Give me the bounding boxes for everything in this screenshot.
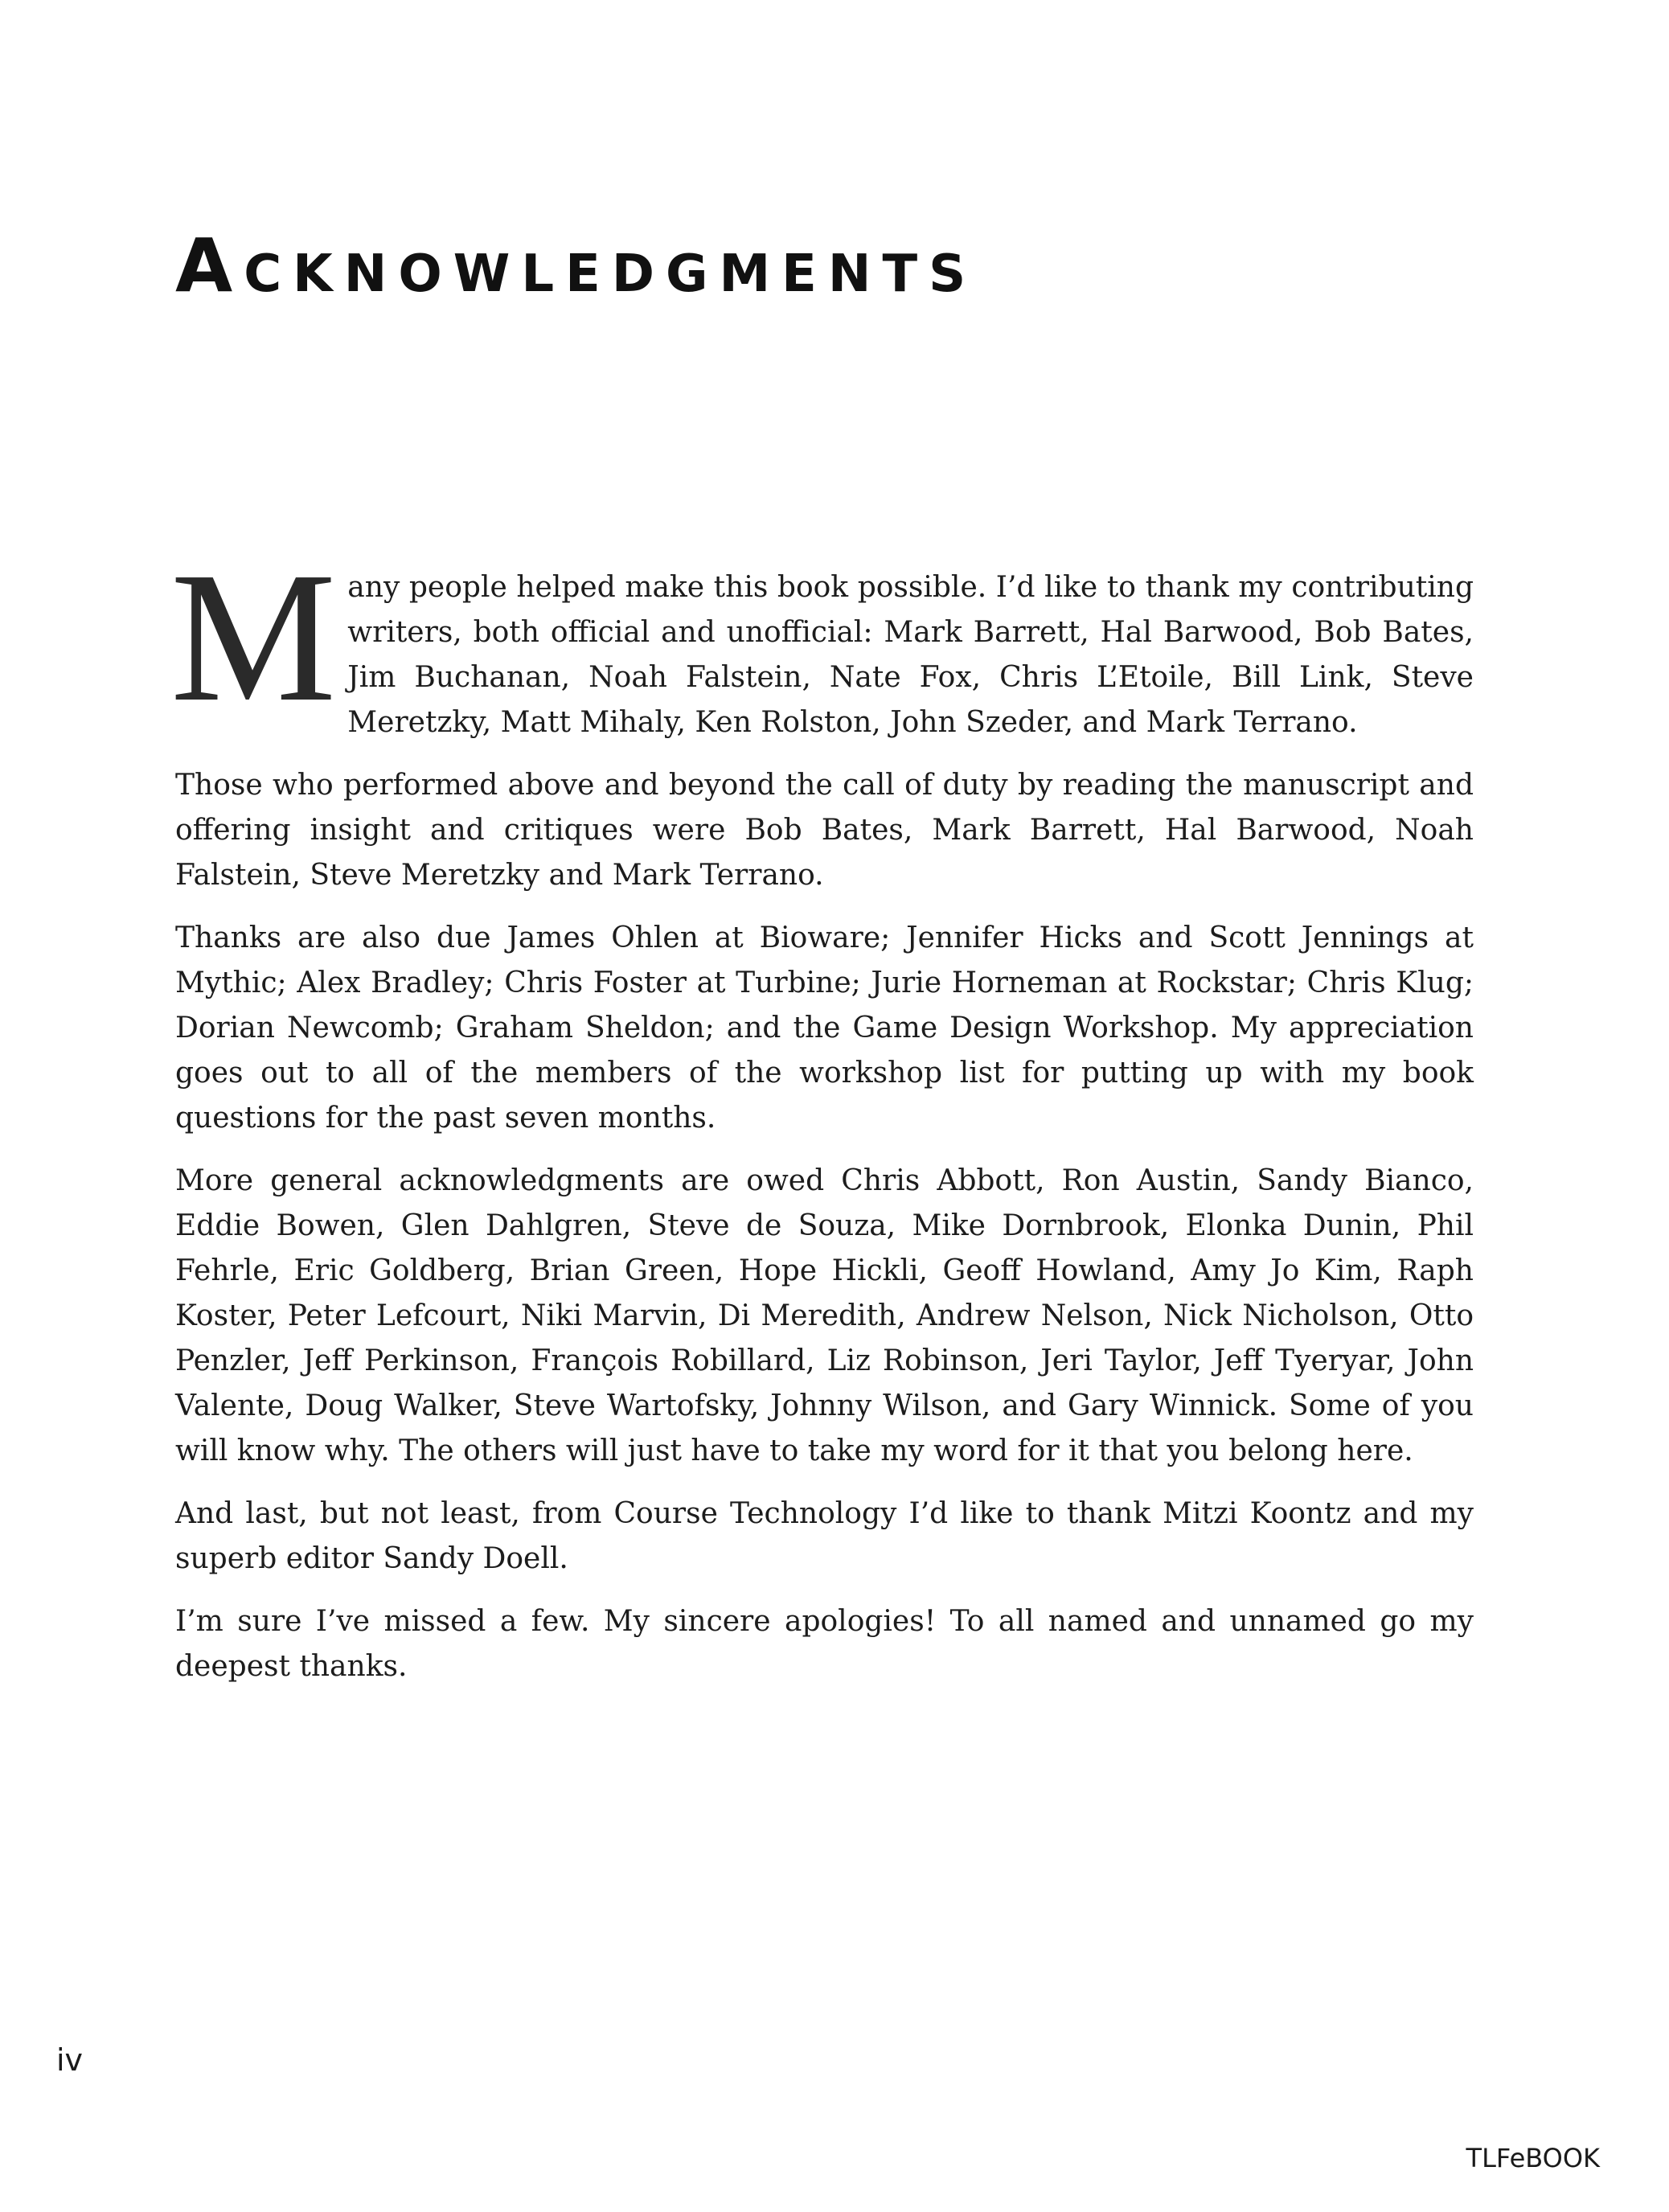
paragraph-5: And last, but not least, from Course Technology I’d like to thank Mitzi Koontz and my superb editor Sandy Doell.	[175, 1497, 1474, 1575]
page-title: Acknowledgments	[175, 223, 978, 309]
paragraph-1	[170, 534, 1474, 745]
page-number: iv	[56, 2042, 84, 2078]
acknowledgments-body	[170, 534, 1474, 1707]
paragraph-6: I’m sure I’ve missed a few. My sincere apologies! To all named and unnamed go my deepest thanks.	[175, 1605, 1474, 1683]
watermark: TLFeBOOK	[1466, 2143, 1600, 2173]
paragraph-2: Those who performed above and beyond the call of duty by reading the manuscript and offering insight and critiques were Bob Bates, Mark Barrett, Hal Barwood, Noah Falstein, Steve Meretzky and Mark Terrano.	[175, 769, 1474, 892]
paragraph-4: More general acknowledgments are owed Chris Abbott, Ron Austin, Sandy Bianco, Eddie Bowen, Glen Dahlgren, Steve de Souza, Mike Dornbrook, Elonka Dunin, Phil Fehrle, Eric Goldberg, Brian Green, Hope Hickli, Geoff Howland, Amy Jo Kim, Raph Koster, Peter Lefcourt, Niki Marvin, Di Meredith, Andrew Nelson, Nick Nicholson, Otto Penzler, Jeff Perkinson, François Robillard, Liz Robinson, Jeri Taylor, Jeff Tyeryar, John Valente, Doug Walker, Steve Wartofsky, Johnny Wilson, and Gary Winnick. Some of you will know why. The others will just have to take my word for it that you belong here.	[175, 1164, 1474, 1467]
drop-cap: M	[170, 534, 337, 741]
paragraph-1-text: any people helped make this book possible. I’d like to thank my contributing writers, both official and unofficial: Mark Barrett, Hal Barwood, Bob Bates, Jim Buchanan, Noah Falstein, Nate Fox, Chris L’Etoile, Bill Link, Steve Meretzky, Matt Mihaly, Ken Rolston, John Szeder, and Mark Terrano.	[347, 571, 1474, 739]
paragraph-3: Thanks are also due James Ohlen at Bioware; Jennifer Hicks and Scott Jennings at Mythic; Alex Bradley; Chris Foster at Turbine; Jurie Horneman at Rockstar; Chris Klug; Dorian Newcomb; Graham Sheldon; and the Game Design Workshop. My appreciation goes out to all of the members of the workshop list for putting up with my book questions for the past seven months.	[175, 921, 1474, 1135]
